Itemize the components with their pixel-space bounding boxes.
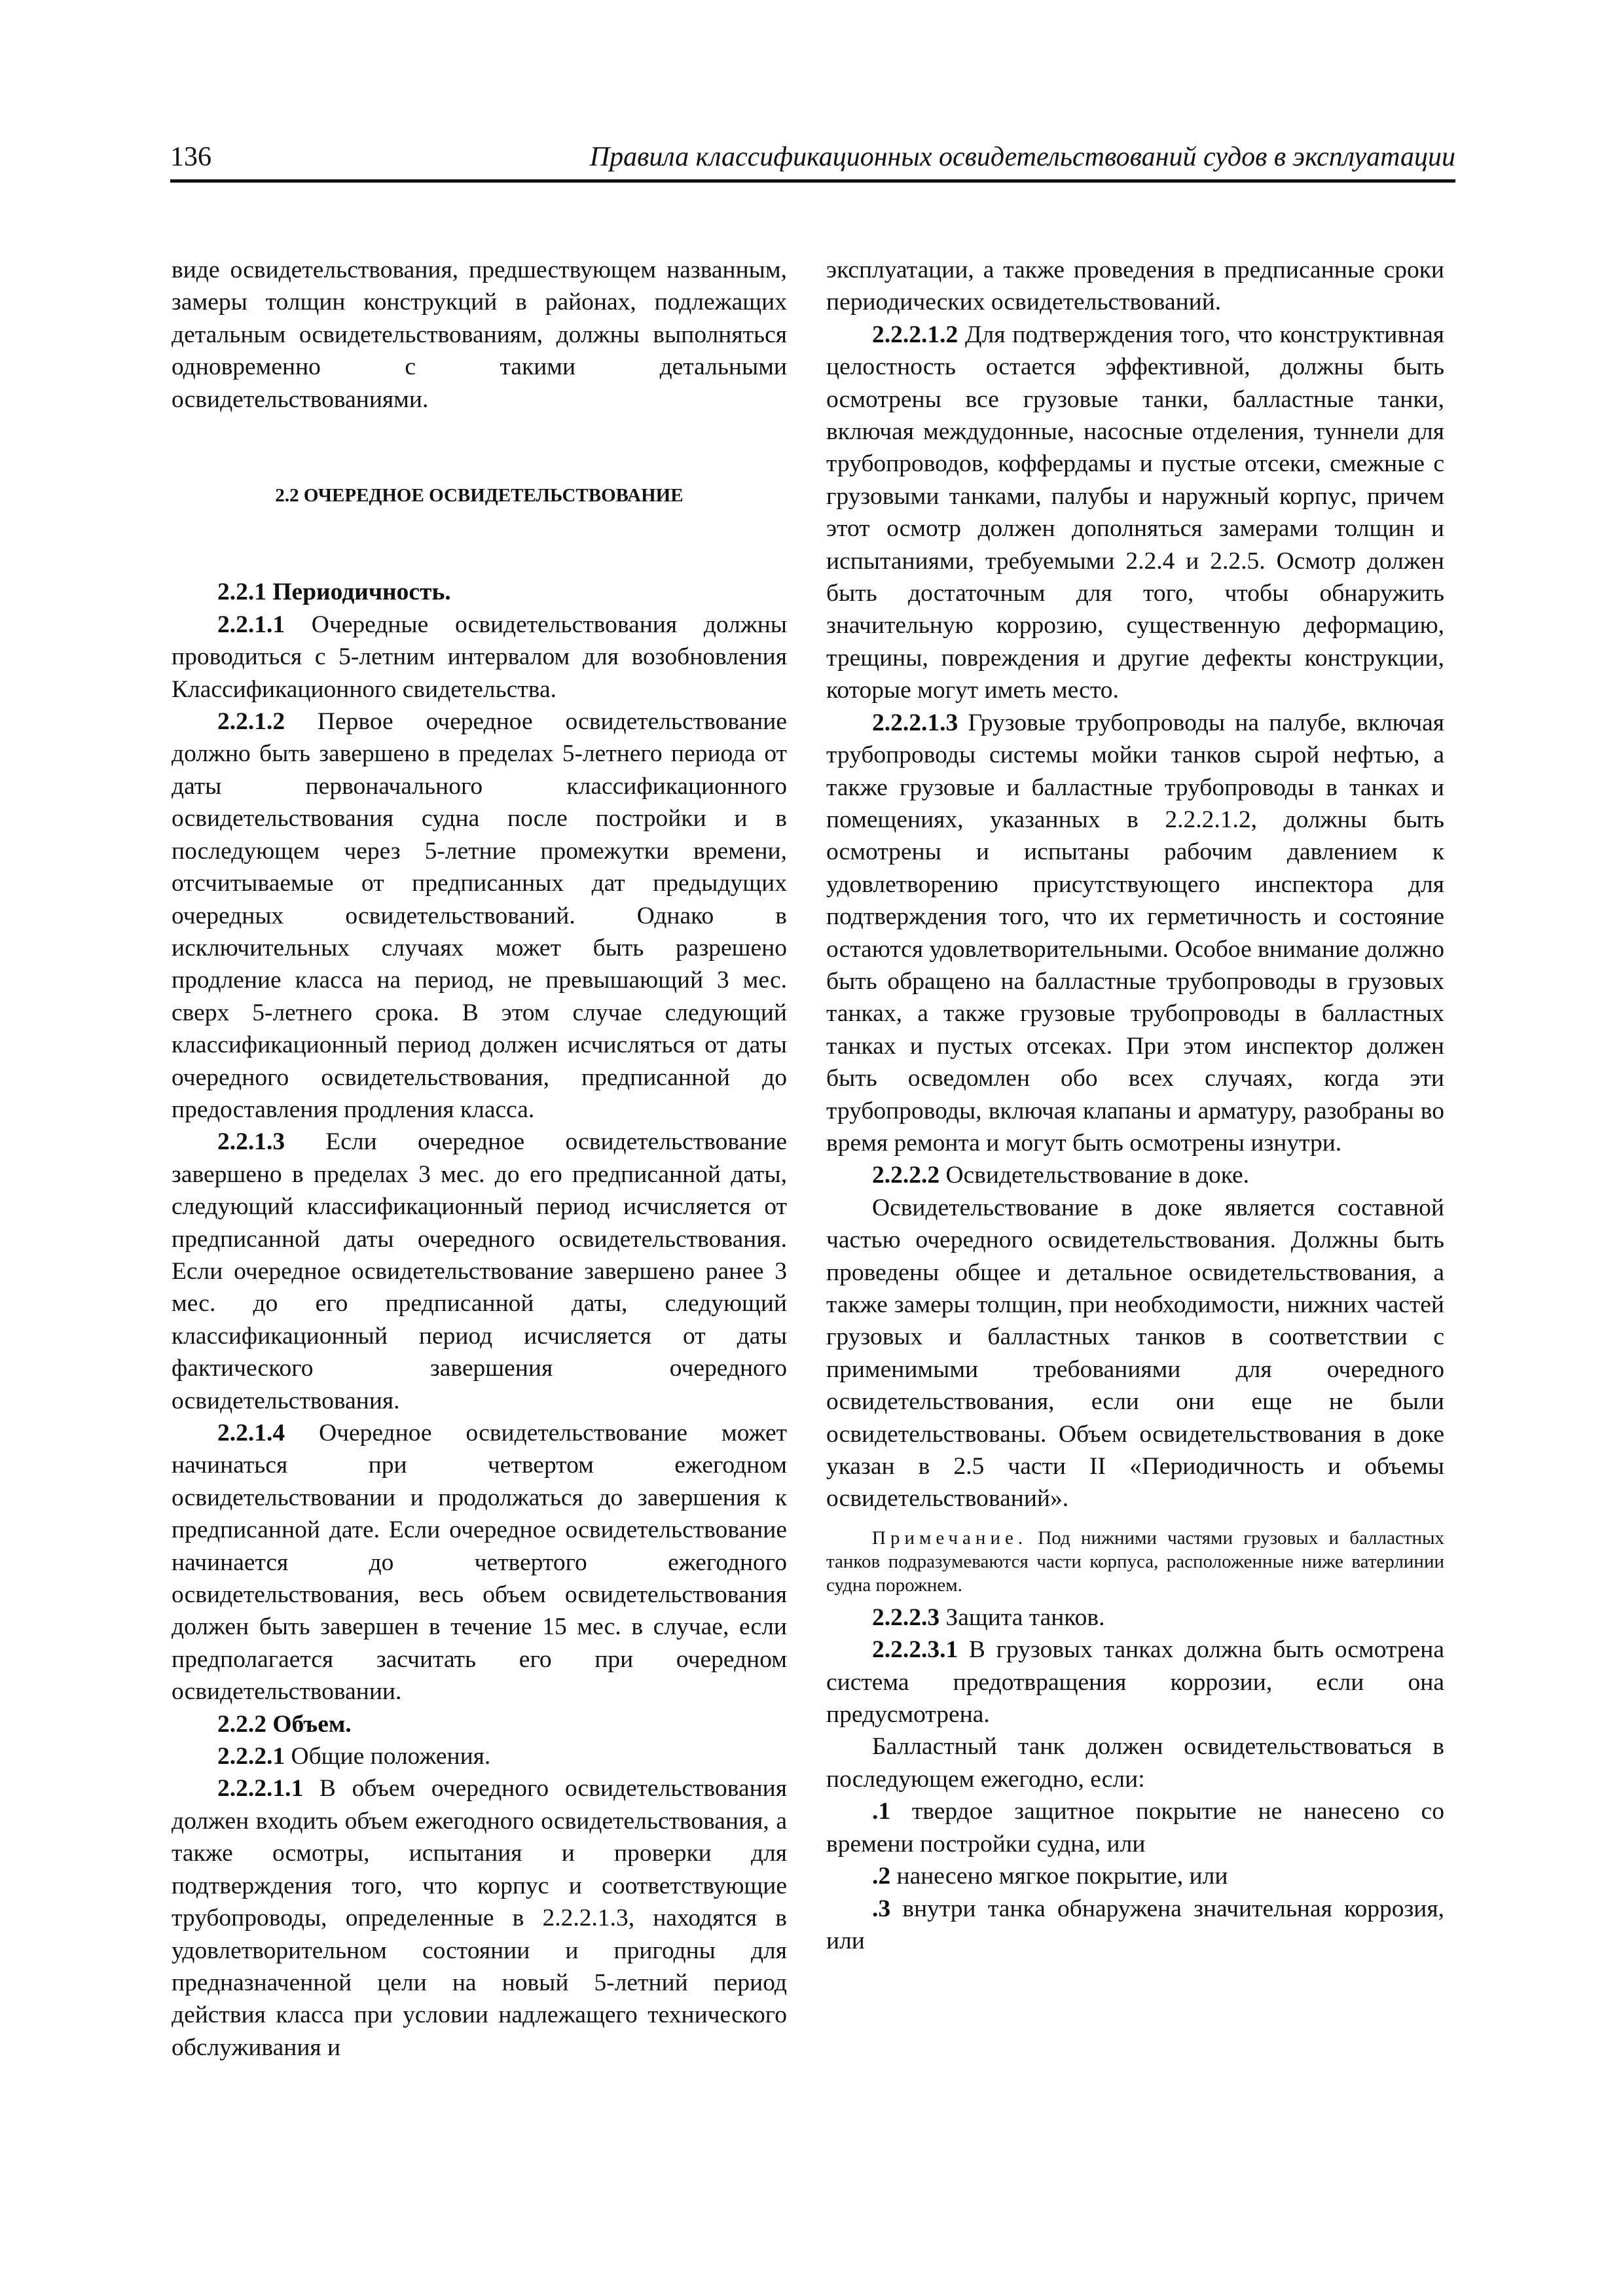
paragraph-continuation: эксплуатации, а также проведения в предписанные сроки периодических освидетельствований. <box>826 257 1444 316</box>
clause-number: 2.2.2.2 <box>872 1162 940 1189</box>
right-column <box>826 254 1444 1957</box>
paragraph-2-2-1-3: 2.2.1.3 Если очередное освидетельствование завершено в пределах 3 мес. до его предписанной даты, следующий классификационный период исчисляется от предписанной даты очередного освидетельствования. Если очередное освидетельствование завершено ранее 3 мес. до его предписанной даты, следующий классификационный период исчисляется от даты фактического завершения очередного освидетельствования. <box>172 1128 787 1414</box>
clause-number: 2.2.1.1 <box>217 611 285 638</box>
note-label: Примечание. <box>872 1527 1028 1549</box>
page-header <box>170 141 1455 183</box>
clause-number: 2.2.2.3 <box>872 1604 940 1631</box>
section-title: 2.2 ОЧЕРЕДНОЕ ОСВИДЕТЕЛЬСТВОВАНИЕ <box>275 485 684 507</box>
clause-number: 2.2.2.1.3 <box>872 709 958 736</box>
paragraph-2-2-2-1-2: 2.2.2.1.2 Для подтверждения того, что конструктивная целостность остается эффективной, должны быть осмотрены все грузовые танки, балластные танки, включая междудонные, насосные отделения, туннели для трубопроводов, коффердамы и пустые отсеки, смежные с грузовыми танками, палубы и наружный корпус, причем этот осмотр должен дополняться замерами толщин и испытаниями, требуемыми 2.2.4 и 2.2.5. Осмотр должен быть достаточным для того, чтобы обнаружить значительную коррозию, существенную деформацию, трещины, повреждения и другие дефекты конструкции, которые могут иметь место. <box>826 321 1444 704</box>
item-number: .1 <box>872 1798 891 1825</box>
paragraph-2-2-1-1: 2.2.1.1 Очередные освидетельствования должны проводиться с 5-летним интервалом для возобновления Классификационного свидетельства. <box>172 611 787 703</box>
clause-number: 2.2.2.3.1 <box>872 1636 958 1664</box>
clause-number: 2.2.2.1 <box>217 1743 285 1770</box>
list-item: .1 твердое защитное покрытие не нанесено со времени постройки судна, или <box>826 1798 1444 1857</box>
paragraph-dock-survey: Освидетельствование в доке является составной частью очередного освидетельствования. Должны быть проведены общее и детальное освидетельствования, а также замеры толщин, при необходимости, нижних частей грузовых и балластных танков в соответствии с применимыми требованиями для очередного освидетельствования, если они еще не были освидетельствованы. Объем освидетельствования в доке указан в 2.5 части II «Периодичность и объемы освидетельствований». <box>826 1194 1444 1513</box>
clause-number: 2.2.2.1.1 <box>217 1775 304 1803</box>
left-column <box>172 254 787 2064</box>
paragraph-2-2-2-3: 2.2.2.3 Защита танков. <box>872 1604 1105 1631</box>
paragraph-2-2-2-1-3: 2.2.2.1.3 Грузовые трубопроводы на палубе, включая трубопроводы системы мойки танков сырой нефтью, а также грузовые и балластные трубопроводы в танках и помещениях, указанных в 2.2.2.1.2, должны быть осмотрены и испытаны рабочим давлением к удовлетворению присутствующего инспектора для подтверждения того, что их герметичность и состояние остаются удовлетворительными. Особое внимание должно быть обращено на балластные трубопроводы в грузовых танках, а также грузовые трубопроводы в балластных танках и пустых отсеках. При этом инспектор должен быть осведомлен обо всех случаях, когда эти трубопроводы, включая клапаны и арматуру, разобраны во время ремонта и могут быть осмотрены изнутри. <box>826 709 1444 1157</box>
clause-number: 2.2.1.3 <box>217 1128 285 1156</box>
note: Примечание. Под нижними частями грузовых и балластных танков подразумеваются части корпуса, расположенные ниже ватерлинии судна порожнем. <box>826 1527 1444 1596</box>
subheading-periodicity: 2.2.1 Периодичность. <box>217 579 451 606</box>
paragraph-2-2-1-4: 2.2.1.4 Очередное освидетельствование может начинаться при четвертом ежегодном освидетельствовании и продолжаться до завершения к предписанной дате. Если очередное освидетельствование начинается до четвертого ежегодного освидетельствования, весь объем освидетельствования должен быть завершен в течение 15 мес. в случае, если предполагается засчитать его при очередном освидетельствовании. <box>172 1420 787 1706</box>
item-number: .2 <box>872 1863 891 1890</box>
clause-number: 2.2.1.4 <box>217 1420 285 1446</box>
paragraph-2-2-2-1-1: 2.2.2.1.1 В объем очередного освидетельствования должен входить объем ежегодного освидетельствования, а также осмотры, испытания и проверки для подтверждения того, что корпус и соответствующие трубопроводы, определенные в 2.2.2.1.3, находятся в удовлетворительном состоянии и пригодны для предназначенной цели на новый 5-летний период действия класса при условии надлежащего технического обслуживания и <box>172 1775 787 2061</box>
paragraph-2-2-2-1: 2.2.2.1 Общие положения. <box>217 1743 491 1770</box>
paragraph-2-2-2-2: 2.2.2.2 Освидетельствование в доке. <box>872 1162 1250 1189</box>
paragraph-ballast-tank: Балластный танк должен освидетельствоваться в последующем ежегодно, если: <box>826 1733 1444 1793</box>
clause-number: 2.2.1.2 <box>217 708 285 736</box>
item-number: .3 <box>872 1895 891 1922</box>
list-item: .2 нанесено мягкое покрытие, или <box>872 1863 1228 1890</box>
page-number: 136 <box>170 142 211 172</box>
clause-number: 2.2.2.1.2 <box>872 321 958 348</box>
paragraph-intro: виде освидетельствования, предшествующем названным, замеры толщин конструкций в районах, подлежащих детальным освидетельствованиям, должны выполняться одновременно с такими детальными освидетельствованиями. <box>172 257 787 413</box>
paragraph-2-2-2-3-1: 2.2.2.3.1 В грузовых танках должна быть осмотрена система предотвращения коррозии, если она предусмотрена. <box>826 1636 1444 1729</box>
paragraph-2-2-1-2: 2.2.1.2 Первое очередное освидетельствование должно быть завершено в пределах 5-летнего периода от даты первоначального классификационного освидетельствования судна после постройки и в последующем через 5-летние промежутки времени, отсчитываемые от предписанных дат предыдущих очередных освидетельствований. Однако в исключительных случаях может быть разрешено продление класса на период, не превышающий 3 мес. сверх 5-летнего срока. В этом случае следующий классификационный период должен исчисляться от даты очередного освидетельствования, предписанной до предоставления продления класса. <box>172 708 787 1123</box>
list-item: .3 внутри танка обнаружена значительная коррозия, или <box>826 1895 1444 1954</box>
running-title: Правила классификационных освидетельствований судов в эксплуатации <box>589 142 1455 172</box>
subheading-scope: 2.2.2 Объем. <box>217 1710 352 1738</box>
